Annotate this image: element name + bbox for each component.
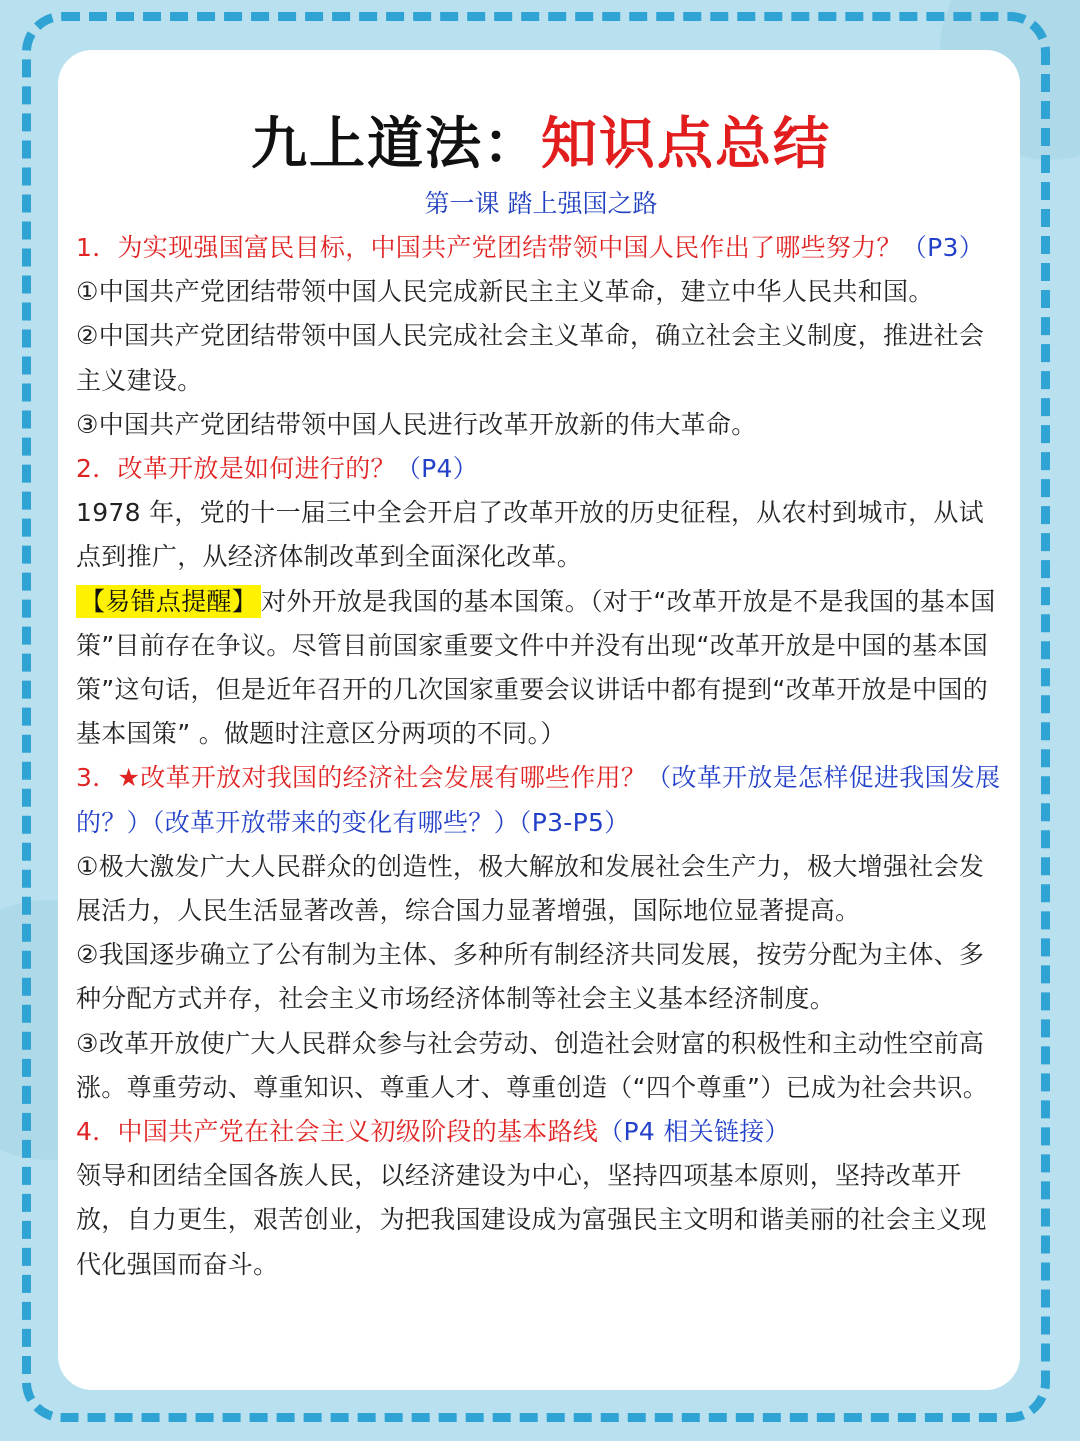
answer-1-3: ③中国共产党团结带领中国人民进行改革开放新的伟大革命。 [76,409,757,439]
answer-3-2: ②我国逐步确立了公有制为主体、多种所有制经济共同发展，按劳分配为主体、多种分配方式并存，社会主义市场经济体制等社会主义基本经济制度。 [76,940,985,1014]
question-1 [76,226,1006,270]
answer-4: 领导和团结全国各族人民，以经济建设为中心，坚持四项基本原则，坚持改革开放，自力更生，艰苦创业，为把我国建设成为富强民主文明和谐美丽的社会主义现代化强国而奋斗。 [76,1161,987,1279]
title-highlight: 知识点总结 [541,111,831,177]
tip-paragraph [76,580,1006,757]
tip-text: 对外开放是我国的基本国策。（对于“改革开放是不是我国的基本国策”目前存在争议。尽管目前国家重要文件中并没有出现“改革开放是中国的基本国策”这句话，但是近年召开的几次国家重要会议讲话中都有提到“改革开放是中国的基本国策” 。做题时注意区分两项的不同。） [76,586,996,749]
answer-3-3: ③改革开放使广大人民群众参与社会劳动、创造社会财富的积极性和主动性空前高涨。尊重劳动、尊重知识、尊重人才、尊重创造（“四个尊重”）已成为社会共识。 [76,1028,989,1102]
answer-1-2: ②中国共产党团结带领中国人民完成社会主义革命，确立社会主义制度，推进社会主义建设。 [76,321,985,395]
answer-1-1: ①中国共产党团结带领中国人民完成新民主主义革命，建立中华人民共和国。 [76,277,934,307]
content-card [58,50,1020,1390]
question-2-text: 2．改革开放是如何进行的？ [76,454,396,484]
answer-2: 1978 年，党的十一届三中全会开启了改革开放的历史征程，从农村到城市，从试点到推广，从经济体制改革到全面深化改革。 [76,498,984,572]
tip-label: 【易错点提醒】 [76,585,261,618]
page-title [76,106,1006,182]
lesson-heading: 第一课 踏上强国之路 [424,189,658,218]
question-4-text: 4．中国共产党在社会主义初级阶段的基本路线 [76,1117,599,1147]
question-4-ref: （P4 相关链接） [598,1117,790,1147]
title-prefix: 九上道法： [251,111,541,177]
answer-3-1: ①极大激发广大人民群众的创造性，极大解放和发展社会生产力，极大增强社会发展活力，人民生活显著改善，综合国力显著增强，国际地位显著提高。 [76,851,985,926]
question-1-ref: （P3） [901,233,984,262]
question-3-ref: （改革开放是怎样促进我国发展的？）（改革开放带来的变化有哪些？）（P3-P5） [76,763,1001,837]
question-1-text: 1．为实现强国富民目标，中国共产党团结带领中国人民作出了哪些努力？ [76,233,902,262]
question-3-text: 3．★改革开放对我国的经济社会发展有哪些作用？ [76,763,647,793]
question-3 [76,756,1006,844]
question-2 [76,447,1006,491]
question-4 [76,1110,1006,1154]
question-2-ref: （P4） [395,454,478,484]
